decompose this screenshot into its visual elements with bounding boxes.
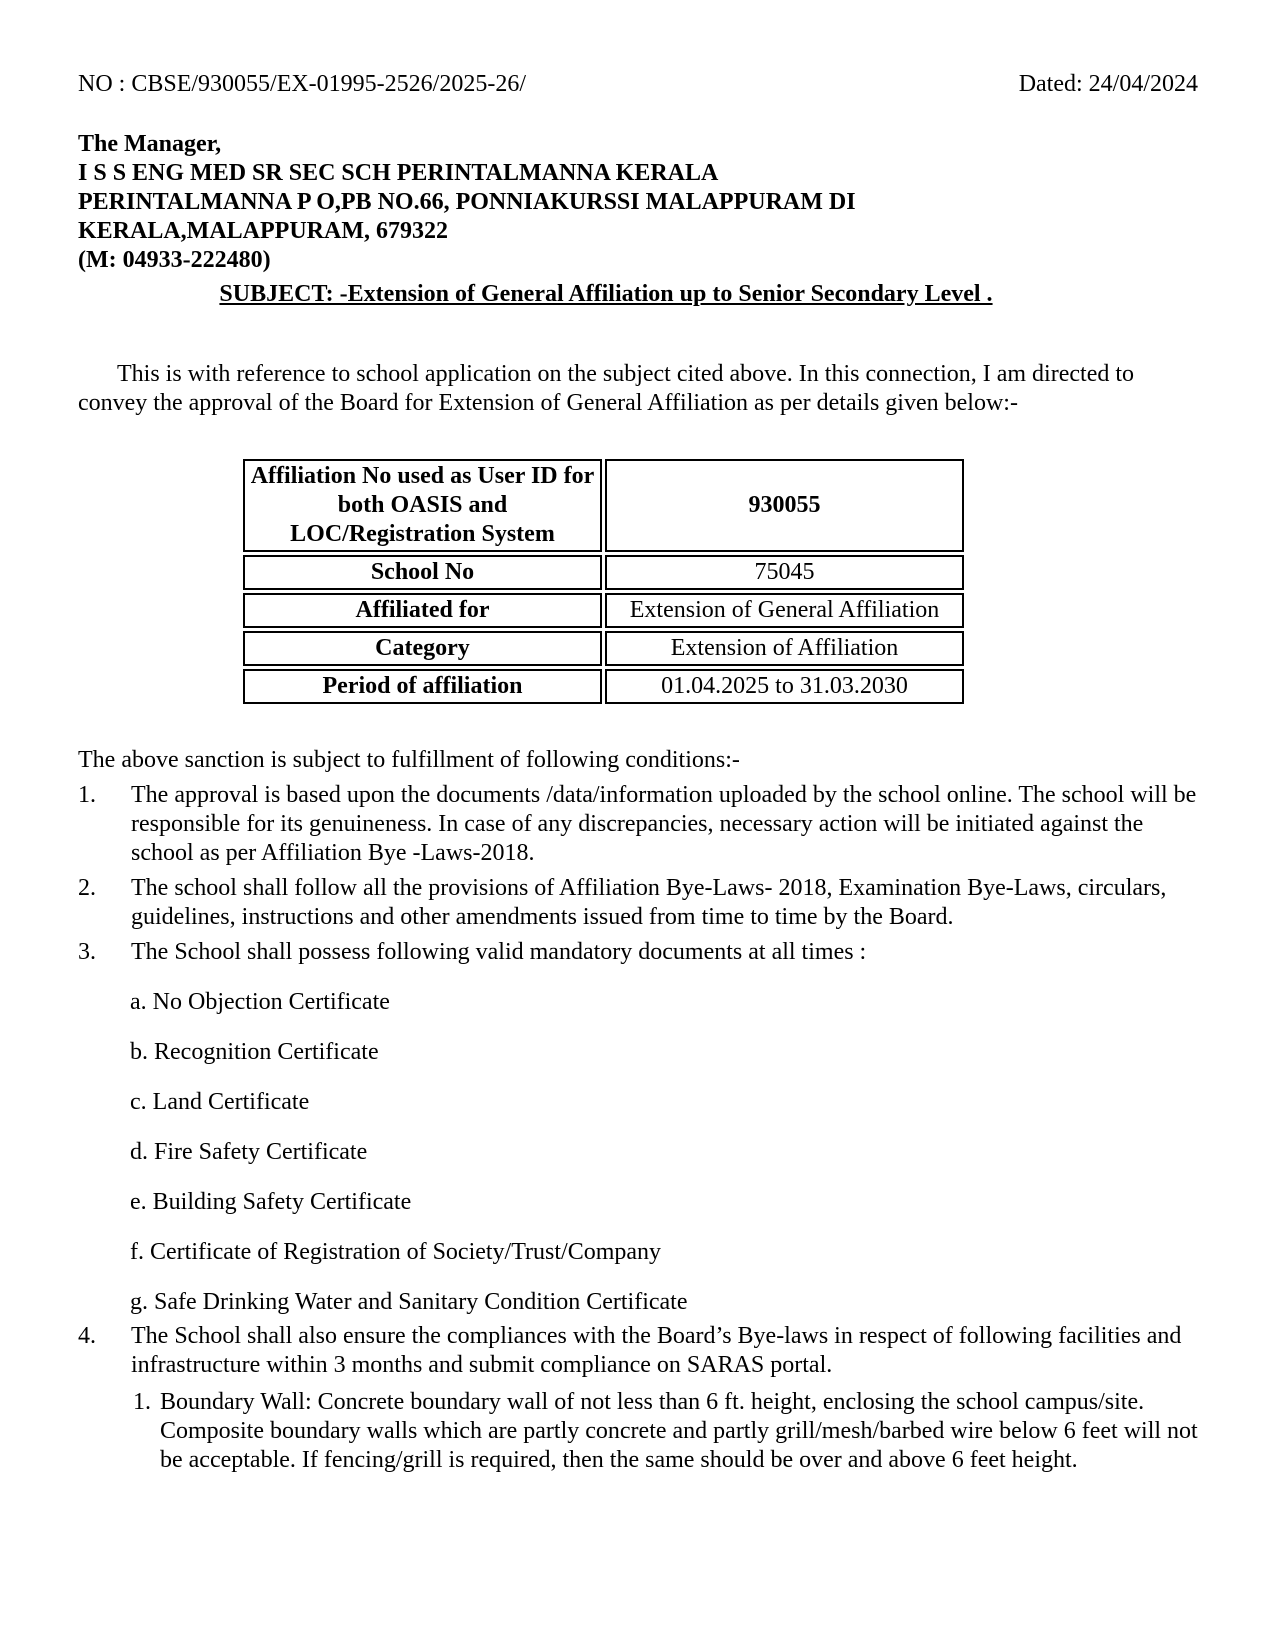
table-label-period: Period of affiliation — [243, 669, 602, 704]
table-row-category — [243, 631, 964, 666]
condition-item-1 — [78, 781, 1198, 868]
recipient-phone: (M: 04933-222480) — [78, 247, 271, 273]
table-row-affiliated-for — [243, 593, 964, 628]
recipient-address — [78, 130, 1198, 275]
condition-item-4 — [78, 1322, 1198, 1380]
recipient-school-name: I S S ENG MED SR SEC SCH PERINTALMANNA KERALA — [78, 160, 719, 186]
condition-text: The approval is based upon the documents /data/information uploaded by the school online. The school will be responsible for its genuineness. In case of any discrepancies, necessary action will be initiated against the school as per Affiliation Bye -Laws-2018. — [131, 782, 1197, 866]
table-value-period: 01.04.2025 to 31.03.2030 — [605, 669, 964, 704]
intro-paragraph: This is with reference to school application on the subject cited above. In this connection, I am directed to convey the approval of the Board for Extension of General Affiliation as per details given below:- — [78, 361, 1135, 416]
table-label-category: Category — [243, 631, 602, 666]
facility-text: Boundary Wall: Concrete boundary wall of not less than 6 ft. height, enclosing the school campus/site. Composite boundary walls which are partly concrete and partly grill/mesh/barbed wire below 6 feet will not be acceptable. If fencing/grill is required, then the same should be over and above 6 feet height. — [160, 1389, 1198, 1473]
table-row-period — [243, 669, 964, 704]
document-item-b: b. Recognition Certificate — [130, 1039, 379, 1065]
condition-text: The School shall possess following valid mandatory documents at all times : — [131, 939, 867, 965]
reference-number: NO : CBSE/930055/EX-01995-2526/2025-26/ — [78, 71, 526, 97]
label-line: Affiliation No used as User ID for — [250, 463, 595, 489]
table-label-affiliated-for: Affiliated for — [243, 593, 602, 628]
table-value-affiliation-no: 930055 — [605, 459, 964, 552]
label-line: LOC/Registration System — [290, 521, 555, 547]
subject-line — [78, 280, 1134, 309]
recipient-title: The Manager, — [78, 131, 222, 157]
condition-number: 4. — [78, 1323, 96, 1349]
conditions-intro: The above sanction is subject to fulfillment of following conditions:- — [78, 747, 740, 773]
subject-text: SUBJECT: -Extension of General Affiliation up to Senior Secondary Level . — [219, 281, 993, 307]
document-item-f: f. Certificate of Registration of Society/Trust/Company — [130, 1239, 662, 1265]
facility-number: 1. — [133, 1389, 151, 1415]
table-label-school-no: School No — [243, 555, 602, 590]
document-item-c: c. Land Certificate — [130, 1089, 310, 1115]
document-item-d: d. Fire Safety Certificate — [130, 1139, 368, 1165]
table-label-affiliation-no — [243, 459, 602, 552]
condition-number: 2. — [78, 875, 96, 901]
condition-text: The school shall follow all the provisions of Affiliation Bye-Laws- 2018, Examination Bye-Laws, circulars, guidelines, instructions and other amendments issued from time to time by the Board. — [131, 875, 1167, 930]
condition-text: The School shall also ensure the compliances with the Board’s Bye-laws in respect of following facilities and infrastructure within 3 months and submit compliance on SARAS portal. — [131, 1323, 1182, 1378]
condition-item-3 — [78, 938, 1198, 967]
recipient-address-line: KERALA,MALAPPURAM, 679322 — [78, 218, 448, 244]
condition-item-2 — [78, 874, 1198, 932]
letter-header — [78, 70, 1198, 99]
document-item-a: a. No Objection Certificate — [130, 989, 390, 1015]
recipient-address-line: PERINTALMANNA P O,PB NO.66, PONNIAKURSSI MALAPPURAM DI — [78, 189, 856, 215]
table-row-affiliation-no — [243, 459, 964, 552]
letter-date: Dated: 24/04/2024 — [1018, 71, 1198, 97]
condition-number: 3. — [78, 939, 96, 965]
table-row-school-no — [243, 555, 964, 590]
table-value-affiliated-for: Extension of General Affiliation — [605, 593, 964, 628]
table-value-school-no: 75045 — [605, 555, 964, 590]
facility-item-boundary-wall — [133, 1388, 1198, 1475]
document-item-g: g. Safe Drinking Water and Sanitary Condition Certificate — [130, 1289, 688, 1315]
document-item-e: e. Building Safety Certificate — [130, 1189, 412, 1215]
affiliation-details-table — [240, 456, 967, 707]
condition-number: 1. — [78, 782, 96, 808]
table-value-category: Extension of Affiliation — [605, 631, 964, 666]
label-line: both OASIS and — [337, 492, 508, 518]
